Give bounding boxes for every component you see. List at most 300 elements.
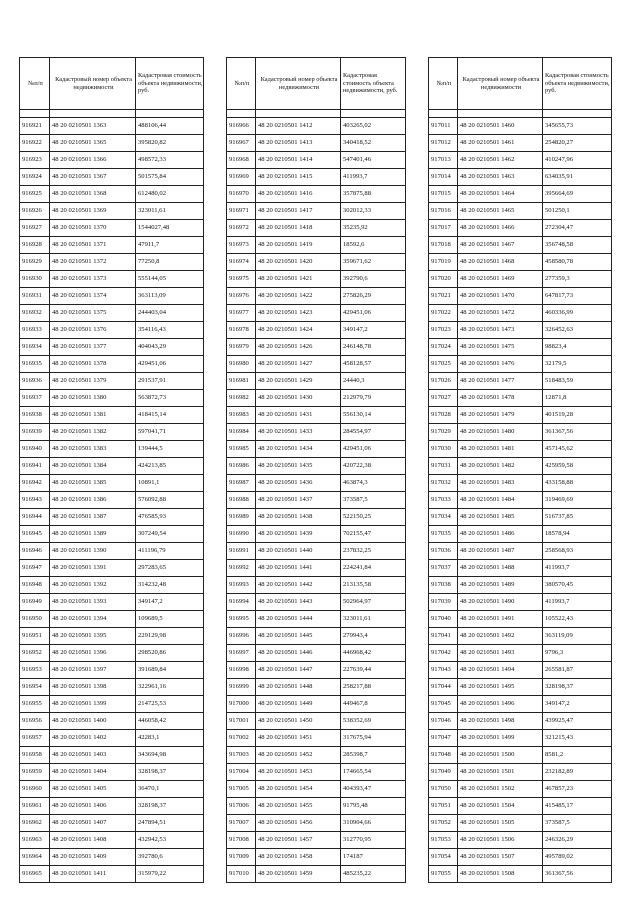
- table-row: [227, 594, 406, 611]
- cadastral-number: 48 20 0210501 1463: [458, 169, 543, 186]
- table-row: [20, 407, 204, 424]
- row-number: 916959: [20, 764, 50, 781]
- cadastral-value: 98823,4: [543, 339, 612, 356]
- cadastral-value: 392790,6: [341, 271, 406, 288]
- table-row: [429, 645, 612, 662]
- table-row: [429, 407, 612, 424]
- cadastral-value: 612480,02: [136, 186, 204, 203]
- row-number: 917044: [429, 679, 458, 696]
- row-number: 917037: [429, 560, 458, 577]
- spacer-cell: [50, 110, 136, 118]
- table-row: [20, 849, 204, 866]
- cadastral-number: 48 20 0210501 1412: [256, 118, 341, 135]
- table-row: [20, 492, 204, 509]
- cadastral-number: 48 20 0210501 1505: [458, 815, 543, 832]
- cadastral-value: 284554,97: [341, 424, 406, 441]
- cadastral-number: 48 20 0210501 1421: [256, 271, 341, 288]
- table-row: [429, 356, 612, 373]
- cadastral-number: 48 20 0210501 1488: [458, 560, 543, 577]
- cadastral-value: 556130,14: [341, 407, 406, 424]
- row-number: 916954: [20, 679, 50, 696]
- row-number: 916974: [227, 254, 256, 271]
- cadastral-value: 501250,1: [543, 203, 612, 220]
- cadastral-number: 48 20 0210501 1436: [256, 475, 341, 492]
- row-number: 916953: [20, 662, 50, 679]
- cadastral-value: 410247,96: [543, 152, 612, 169]
- row-number: 916994: [227, 594, 256, 611]
- row-number: 916957: [20, 730, 50, 747]
- cadastral-value: 18578,94: [543, 526, 612, 543]
- spacer-cell: [341, 110, 406, 118]
- row-number: 916956: [20, 713, 50, 730]
- row-number: 916972: [227, 220, 256, 237]
- table-row: [227, 526, 406, 543]
- cadastral-number: 48 20 0210501 1389: [50, 526, 136, 543]
- table-row: [20, 356, 204, 373]
- row-number: 917013: [429, 152, 458, 169]
- table-row: [227, 662, 406, 679]
- row-number: 916942: [20, 475, 50, 492]
- row-number: 917026: [429, 373, 458, 390]
- table-row: [227, 152, 406, 169]
- row-number: 916958: [20, 747, 50, 764]
- header-row: [20, 58, 204, 110]
- table-row: [227, 288, 406, 305]
- cadastral-value: 392780,6: [136, 849, 204, 866]
- cadastral-value: 272304,47: [543, 220, 612, 237]
- cadastral-value: 302012,33: [341, 203, 406, 220]
- cadastral-number: 48 20 0210501 1434: [256, 441, 341, 458]
- row-number: 917003: [227, 747, 256, 764]
- cadastral-number: 48 20 0210501 1375: [50, 305, 136, 322]
- table-row: [20, 305, 204, 322]
- cadastral-value: 224241,84: [341, 560, 406, 577]
- table-row: [429, 220, 612, 237]
- row-number: 916989: [227, 509, 256, 526]
- cadastral-value: 328198,37: [136, 798, 204, 815]
- table-row: [20, 730, 204, 747]
- cadastral-value: 247894,51: [136, 815, 204, 832]
- row-number: 916981: [227, 373, 256, 390]
- table-row: [227, 492, 406, 509]
- row-number: 916944: [20, 509, 50, 526]
- cadastral-value: 319469,69: [543, 492, 612, 509]
- row-number: 917016: [429, 203, 458, 220]
- cadastral-value: 357875,88: [341, 186, 406, 203]
- table-row: [429, 237, 612, 254]
- row-number: 916993: [227, 577, 256, 594]
- cadastral-number: 48 20 0210501 1445: [256, 628, 341, 645]
- cadastral-number: 48 20 0210501 1392: [50, 577, 136, 594]
- cadastral-value: 502964,97: [341, 594, 406, 611]
- cadastral-number: 48 20 0210501 1476: [458, 356, 543, 373]
- spacer-cell: [429, 110, 458, 118]
- table-row: [227, 543, 406, 560]
- row-number: 917052: [429, 815, 458, 832]
- cadastral-number: 48 20 0210501 1365: [50, 135, 136, 152]
- cadastral-value: 254820,27: [543, 135, 612, 152]
- cadastral-value: 373587,5: [341, 492, 406, 509]
- table-row: [20, 798, 204, 815]
- cadastral-value: 555144,05: [136, 271, 204, 288]
- cadastral-number: 48 20 0210501 1411: [50, 866, 136, 883]
- cadastral-value: 109689,5: [136, 611, 204, 628]
- row-number: 917005: [227, 781, 256, 798]
- table-row: [20, 152, 204, 169]
- table-row: [20, 713, 204, 730]
- cadastral-value: 139444,5: [136, 441, 204, 458]
- row-number: 917028: [429, 407, 458, 424]
- cadastral-number: 48 20 0210501 1498: [458, 713, 543, 730]
- row-number: 917018: [429, 237, 458, 254]
- table-row: [20, 271, 204, 288]
- table-row: [20, 815, 204, 832]
- row-number: 916926: [20, 203, 50, 220]
- cadastral-number: 48 20 0210501 1379: [50, 373, 136, 390]
- table-row: [429, 288, 612, 305]
- cadastral-number: 48 20 0210501 1409: [50, 849, 136, 866]
- cadastral-number: 48 20 0210501 1378: [50, 356, 136, 373]
- cadastral-value: 401519,28: [543, 407, 612, 424]
- table-row: [20, 577, 204, 594]
- cadastral-number: 48 20 0210501 1461: [458, 135, 543, 152]
- cadastral-number: 48 20 0210501 1426: [256, 339, 341, 356]
- row-number: 917000: [227, 696, 256, 713]
- cadastral-value: 328198,37: [543, 679, 612, 696]
- cadastral-number: 48 20 0210501 1423: [256, 305, 341, 322]
- cadastral-value: 244403,04: [136, 305, 204, 322]
- cadastral-value: 291537,91: [136, 373, 204, 390]
- cadastral-value: 297283,65: [136, 560, 204, 577]
- row-number: 917030: [429, 441, 458, 458]
- cadastral-value: 213135,58: [341, 577, 406, 594]
- table-row: [429, 832, 612, 849]
- cadastral-value: 356748,58: [543, 237, 612, 254]
- cadastral-number: 48 20 0210501 1499: [458, 730, 543, 747]
- table-row: [227, 577, 406, 594]
- row-number: 917024: [429, 339, 458, 356]
- cadastral-table-3: [428, 57, 612, 883]
- row-number: 917036: [429, 543, 458, 560]
- cadastral-number: 48 20 0210501 1485: [458, 509, 543, 526]
- cadastral-value: 1544027,48: [136, 220, 204, 237]
- cadastral-value: 258217,88: [341, 679, 406, 696]
- cadastral-number: 48 20 0210501 1437: [256, 492, 341, 509]
- cadastral-number: 48 20 0210501 1380: [50, 390, 136, 407]
- table-row: [20, 186, 204, 203]
- cadastral-value: 411993,7: [543, 560, 612, 577]
- table-row: [429, 322, 612, 339]
- row-number: 916986: [227, 458, 256, 475]
- cadastral-value: 458580,78: [543, 254, 612, 271]
- cadastral-table-1: [19, 57, 204, 883]
- table-row: [429, 611, 612, 628]
- cadastral-number: 48 20 0210501 1486: [458, 526, 543, 543]
- cadastral-number: 48 20 0210501 1477: [458, 373, 543, 390]
- row-number: 917009: [227, 849, 256, 866]
- cadastral-number: 48 20 0210501 1413: [256, 135, 341, 152]
- cadastral-value: 449467,8: [341, 696, 406, 713]
- row-number: 917022: [429, 305, 458, 322]
- table-row: [20, 560, 204, 577]
- header-number: №п/п: [429, 58, 458, 110]
- cadastral-value: 395820,82: [136, 135, 204, 152]
- cadastral-value: 563872,73: [136, 390, 204, 407]
- row-number: 916971: [227, 203, 256, 220]
- cadastral-value: 36470,1: [136, 781, 204, 798]
- row-number: 916998: [227, 662, 256, 679]
- table-row: [20, 237, 204, 254]
- table-row: [429, 849, 612, 866]
- cadastral-value: 314232,48: [136, 577, 204, 594]
- header-row: [429, 58, 612, 110]
- table-row: [429, 526, 612, 543]
- table-row: [429, 305, 612, 322]
- cadastral-number: 48 20 0210501 1367: [50, 169, 136, 186]
- table-row: [20, 118, 204, 135]
- table-row: [20, 509, 204, 526]
- cadastral-value: 518483,59: [543, 373, 612, 390]
- cadastral-number: 48 20 0210501 1396: [50, 645, 136, 662]
- cadastral-number: 48 20 0210501 1416: [256, 186, 341, 203]
- cadastral-number: 48 20 0210501 1449: [256, 696, 341, 713]
- cadastral-number: 48 20 0210501 1408: [50, 832, 136, 849]
- row-number: 917006: [227, 798, 256, 815]
- cadastral-number: 48 20 0210501 1480: [458, 424, 543, 441]
- row-number: 917038: [429, 577, 458, 594]
- cadastral-number: 48 20 0210501 1479: [458, 407, 543, 424]
- row-number: 917041: [429, 628, 458, 645]
- cadastral-value: 77250,8: [136, 254, 204, 271]
- row-number: 917011: [429, 118, 458, 135]
- cadastral-number: 48 20 0210501 1473: [458, 322, 543, 339]
- row-number: 917034: [429, 509, 458, 526]
- cadastral-number: 48 20 0210501 1386: [50, 492, 136, 509]
- cadastral-value: 522150,25: [341, 509, 406, 526]
- row-number: 917007: [227, 815, 256, 832]
- table-row: [429, 373, 612, 390]
- cadastral-number: 48 20 0210501 1402: [50, 730, 136, 747]
- row-number: 917048: [429, 747, 458, 764]
- cadastral-number: 48 20 0210501 1451: [256, 730, 341, 747]
- row-number: 916955: [20, 696, 50, 713]
- cadastral-value: 429451,06: [341, 441, 406, 458]
- cadastral-value: 232182,89: [543, 764, 612, 781]
- cadastral-number: 48 20 0210501 1417: [256, 203, 341, 220]
- table-row: [227, 373, 406, 390]
- row-number: 916927: [20, 220, 50, 237]
- cadastral-number: 48 20 0210501 1384: [50, 458, 136, 475]
- row-number: 916975: [227, 271, 256, 288]
- cadastral-number: 48 20 0210501 1484: [458, 492, 543, 509]
- cadastral-value: 323011,61: [136, 203, 204, 220]
- header-cadastral-number: Кадастровый номер объекта недвижимости: [256, 58, 341, 110]
- cadastral-number: 48 20 0210501 1381: [50, 407, 136, 424]
- cadastral-number: 48 20 0210501 1395: [50, 628, 136, 645]
- row-number: 917035: [429, 526, 458, 543]
- cadastral-number: 48 20 0210501 1460: [458, 118, 543, 135]
- cadastral-value: 576092,88: [136, 492, 204, 509]
- header-cadastral-number: Кадастровый номер объекта недвижимости: [458, 58, 543, 110]
- cadastral-number: 48 20 0210501 1468: [458, 254, 543, 271]
- cadastral-number: 48 20 0210501 1422: [256, 288, 341, 305]
- cadastral-value: 647817,73: [543, 288, 612, 305]
- row-number: 916990: [227, 526, 256, 543]
- row-number: 916946: [20, 543, 50, 560]
- cadastral-value: 343694,98: [136, 747, 204, 764]
- cadastral-value: 214725,53: [136, 696, 204, 713]
- cadastral-number: 48 20 0210501 1455: [256, 798, 341, 815]
- cadastral-number: 48 20 0210501 1363: [50, 118, 136, 135]
- table-row: [20, 662, 204, 679]
- table-row: [429, 577, 612, 594]
- header-cadastral-number: Кадастровый номер объекта недвижимости: [50, 58, 136, 110]
- cadastral-number: 48 20 0210501 1442: [256, 577, 341, 594]
- row-number: 917025: [429, 356, 458, 373]
- header-cadastral-value: Кадастровая стоимость объекта недвижимости, руб.: [543, 58, 612, 110]
- cadastral-number: 48 20 0210501 1482: [458, 458, 543, 475]
- spacer-cell: [136, 110, 204, 118]
- cadastral-value: 258568,93: [543, 543, 612, 560]
- cadastral-number: 48 20 0210501 1368: [50, 186, 136, 203]
- row-number: 917029: [429, 424, 458, 441]
- table-row: [227, 866, 406, 883]
- table-row: [20, 611, 204, 628]
- cadastral-number: 48 20 0210501 1504: [458, 798, 543, 815]
- cadastral-number: 48 20 0210501 1418: [256, 220, 341, 237]
- cadastral-value: 380570,45: [543, 577, 612, 594]
- cadastral-value: 411993,7: [543, 594, 612, 611]
- row-number: 916947: [20, 560, 50, 577]
- cadastral-value: 12871,8: [543, 390, 612, 407]
- table-row: [227, 611, 406, 628]
- row-number: 916982: [227, 390, 256, 407]
- table-row: [429, 424, 612, 441]
- table-row: [227, 781, 406, 798]
- cadastral-number: 48 20 0210501 1492: [458, 628, 543, 645]
- cadastral-value: 432942,53: [136, 832, 204, 849]
- cadastral-number: 48 20 0210501 1447: [256, 662, 341, 679]
- cadastral-number: 48 20 0210501 1502: [458, 781, 543, 798]
- row-number: 917023: [429, 322, 458, 339]
- cadastral-number: 48 20 0210501 1508: [458, 866, 543, 883]
- table-row: [429, 492, 612, 509]
- table-row: [429, 203, 612, 220]
- cadastral-value: 359671,62: [341, 254, 406, 271]
- cadastral-value: 345655,73: [543, 118, 612, 135]
- row-number: 916921: [20, 118, 50, 135]
- cadastral-number: 48 20 0210501 1443: [256, 594, 341, 611]
- table-row: [20, 135, 204, 152]
- cadastral-value: 349147,2: [543, 696, 612, 713]
- cadastral-value: 457145,62: [543, 441, 612, 458]
- cadastral-number: 48 20 0210501 1462: [458, 152, 543, 169]
- cadastral-number: 48 20 0210501 1459: [256, 866, 341, 883]
- table-row: [20, 458, 204, 475]
- table-row: [227, 203, 406, 220]
- table-row: [227, 407, 406, 424]
- cadastral-number: 48 20 0210501 1414: [256, 152, 341, 169]
- row-number: 916936: [20, 373, 50, 390]
- table-row: [227, 441, 406, 458]
- table-row: [20, 322, 204, 339]
- row-number: 917051: [429, 798, 458, 815]
- row-number: 917010: [227, 866, 256, 883]
- cadastral-number: 48 20 0210501 1487: [458, 543, 543, 560]
- row-number: 917027: [429, 390, 458, 407]
- cadastral-value: 403265,02: [341, 118, 406, 135]
- cadastral-value: 326452,63: [543, 322, 612, 339]
- table-row: [227, 628, 406, 645]
- row-number: 916963: [20, 832, 50, 849]
- cadastral-value: 418415,14: [136, 407, 204, 424]
- row-number: 916937: [20, 390, 50, 407]
- row-number: 917017: [429, 220, 458, 237]
- row-number: 916925: [20, 186, 50, 203]
- table-row: [20, 764, 204, 781]
- table-row: [20, 288, 204, 305]
- row-number: 916962: [20, 815, 50, 832]
- row-number: 916979: [227, 339, 256, 356]
- cadastral-value: 349147,2: [136, 594, 204, 611]
- cadastral-value: 91795,48: [341, 798, 406, 815]
- cadastral-number: 48 20 0210501 1507: [458, 849, 543, 866]
- table-row: [227, 305, 406, 322]
- row-number: 917047: [429, 730, 458, 747]
- cadastral-value: 227639,44: [341, 662, 406, 679]
- row-number: 917012: [429, 135, 458, 152]
- cadastral-value: 229129,98: [136, 628, 204, 645]
- table-row: [227, 118, 406, 135]
- cadastral-value: 47911,7: [136, 237, 204, 254]
- table-row: [20, 390, 204, 407]
- row-number: 916988: [227, 492, 256, 509]
- cadastral-number: 48 20 0210501 1475: [458, 339, 543, 356]
- cadastral-value: 328198,37: [136, 764, 204, 781]
- row-number: 917002: [227, 730, 256, 747]
- cadastral-number: 48 20 0210501 1494: [458, 662, 543, 679]
- cadastral-number: 48 20 0210501 1399: [50, 696, 136, 713]
- table-row: [429, 339, 612, 356]
- row-number: 916928: [20, 237, 50, 254]
- cadastral-value: 404393,47: [341, 781, 406, 798]
- cadastral-number: 48 20 0210501 1490: [458, 594, 543, 611]
- cadastral-value: 458128,57: [341, 356, 406, 373]
- cadastral-value: 10891,1: [136, 475, 204, 492]
- table-row: [227, 186, 406, 203]
- row-number: 916996: [227, 628, 256, 645]
- cadastral-number: 48 20 0210501 1387: [50, 509, 136, 526]
- table-row: [429, 747, 612, 764]
- table-row: [429, 475, 612, 492]
- table-row: [20, 220, 204, 237]
- spacer-cell: [256, 110, 341, 118]
- cadastral-number: 48 20 0210501 1372: [50, 254, 136, 271]
- cadastral-number: 48 20 0210501 1376: [50, 322, 136, 339]
- table-row: [429, 628, 612, 645]
- row-number: 917055: [429, 866, 458, 883]
- cadastral-number: 48 20 0210501 1500: [458, 747, 543, 764]
- cadastral-number: 48 20 0210501 1390: [50, 543, 136, 560]
- row-number: 916949: [20, 594, 50, 611]
- row-number: 916932: [20, 305, 50, 322]
- table-row: [20, 747, 204, 764]
- table-row: [227, 764, 406, 781]
- table-row: [20, 475, 204, 492]
- row-number: 916960: [20, 781, 50, 798]
- cadastral-value: 538352,69: [341, 713, 406, 730]
- cadastral-number: 48 20 0210501 1472: [458, 305, 543, 322]
